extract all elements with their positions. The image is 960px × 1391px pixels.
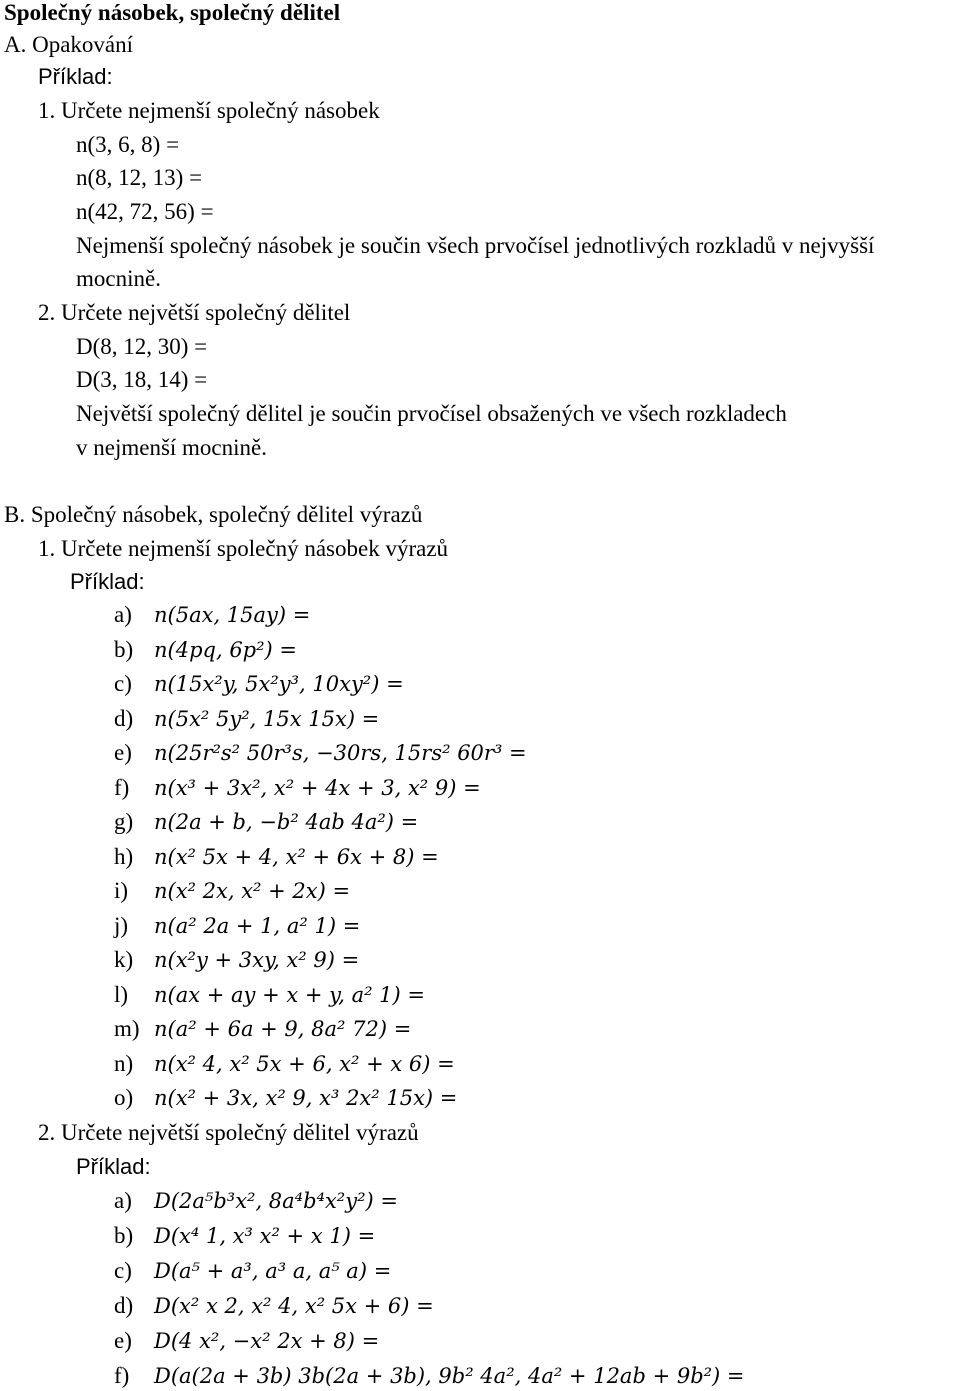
section-b-task1-item-label: h) xyxy=(114,843,134,869)
section-b-task1-item xyxy=(114,842,439,872)
section-b-task1-item xyxy=(114,980,425,1010)
section-b-task2-item xyxy=(114,1256,391,1286)
section-a-task1-item: n(42, 72, 56) = xyxy=(76,199,214,224)
section-b-task2-item-label: e) xyxy=(114,1328,132,1353)
section-b-task2-item-expression: D(x² x 2, x² 4, x² 5x + 6) = xyxy=(154,1294,434,1318)
section-b-task1-item-expression: n(ax + ay + x + y, a² 1) = xyxy=(154,982,426,1007)
section-b-task1-item-expression: n(5ax, 15ay) = xyxy=(154,603,311,627)
section-b-task1-item xyxy=(114,773,481,803)
section-a-heading: A. Opakování xyxy=(4,32,134,57)
section-b-task1-item xyxy=(114,600,310,630)
section-b-task1-item xyxy=(114,669,404,699)
section-b-task1-item xyxy=(114,635,297,665)
section-a-task1-note: Nejmenší společný násobek je součin všech prvočísel jednotlivých rozkladů v nejvyšší xyxy=(76,233,875,258)
section-b-task1-item xyxy=(114,911,360,941)
section-b-task1-example-label: Příklad: xyxy=(70,569,145,594)
section-b-task1-item-label: c) xyxy=(114,671,132,696)
section-b-task2-example-label: Příklad: xyxy=(76,1154,151,1179)
section-b-task2-item xyxy=(114,1221,375,1251)
section-b-task1-item-label: d) xyxy=(114,705,134,731)
section-b-task2-item-expression: D(a⁵ + a³, a³ a, a⁵ a) = xyxy=(154,1259,392,1283)
section-b-task1-heading: 1. Určete nejmenší společný násobek výrazů xyxy=(38,536,449,561)
section-b-task2-item-label: c) xyxy=(114,1258,132,1283)
section-b-task2-item-label: b) xyxy=(114,1223,134,1248)
section-a-task2-note: v nejmenší mocnině. xyxy=(76,435,267,460)
section-b-task1-item-label: l) xyxy=(114,981,129,1007)
section-b-task1-item-label: m) xyxy=(114,1016,140,1041)
section-b-task2-item-label: f) xyxy=(114,1363,130,1388)
section-b-task1-item-expression: n(x²y + 3xy, x² 9) = xyxy=(154,948,360,972)
section-b-task1-item-label: f) xyxy=(114,774,130,800)
section-b-task1-item xyxy=(114,945,359,975)
section-b-task1-item xyxy=(114,1014,411,1044)
section-b-task1-item-expression: n(4pq, 6p²) = xyxy=(154,637,298,662)
section-b-task1-item-expression: n(x² 5x + 4, x² + 6x + 8) = xyxy=(154,844,439,869)
section-b-heading: B. Společný násobek, společný dělitel výrazů xyxy=(4,502,423,527)
section-b-task1-item-expression: n(a² + 6a + 9, 8a² 72) = xyxy=(154,1017,412,1041)
section-b-task1-item xyxy=(114,876,350,906)
section-b-task1-item-expression: n(x² + 3x, x² 9, x³ 2x² 15x) = xyxy=(154,1086,458,1110)
section-b-task1-item-expression: n(a² 2a + 1, a² 1) = xyxy=(154,913,361,938)
section-b-task2-item xyxy=(114,1291,434,1321)
section-b-task1-item-label: i) xyxy=(114,878,129,903)
section-a-task2-item: D(3, 18, 14) = xyxy=(76,367,208,392)
section-b-task1-item-expression: n(25r²s² 50r³s, −30rs, 15rs² 60r³ = xyxy=(154,741,527,765)
section-a-task2-note: Největší společný dělitel je součin prvočísel obsažených ve všech rozkladech xyxy=(76,401,787,426)
section-b-task1-item-label: e) xyxy=(114,740,132,765)
section-b-task1-item-label: a) xyxy=(114,602,132,627)
section-b-task1-item xyxy=(114,1049,455,1079)
section-a-task1-item: n(8, 12, 13) = xyxy=(76,165,203,190)
section-b-task2-item xyxy=(114,1186,398,1216)
document-title: Společný násobek, společný dělitel xyxy=(4,0,341,25)
section-b-task1-item-expression: n(x² 4, x² 5x + 6, x² + x 6) = xyxy=(154,1051,455,1076)
section-a-task1-item: n(3, 6, 8) = xyxy=(76,132,180,157)
section-b-task1-item-label: b) xyxy=(114,636,134,662)
section-b-task1-item-label: j) xyxy=(114,912,129,938)
section-b-task1-item-expression: n(5x² 5y², 15x 15x) = xyxy=(154,706,380,731)
section-b-task1-item-expression: n(2a + b, −b² 4ab 4a²) = xyxy=(154,810,419,834)
section-b-task2-item-label: a) xyxy=(114,1188,132,1213)
section-a-task1-heading: 1. Určete nejmenší společný násobek xyxy=(38,98,380,123)
section-b-task1-item-label: n) xyxy=(114,1050,134,1076)
section-a-task1-note: mocnině. xyxy=(76,266,161,291)
section-b-task1-item-label: o) xyxy=(114,1085,134,1110)
section-b-task1-item-expression: n(x² 2x, x² + 2x) = xyxy=(154,879,351,903)
section-b-task2-heading: 2. Určete největší společný dělitel výrazů xyxy=(38,1120,419,1145)
section-b-task1-item xyxy=(114,704,379,734)
section-a-example-label: Příklad: xyxy=(38,64,113,89)
section-b-task1-item xyxy=(114,807,418,837)
section-b-task2-item-label: d) xyxy=(114,1293,134,1318)
section-b-task1-item xyxy=(114,738,527,768)
section-b-task2-item xyxy=(114,1326,379,1356)
section-b-task2-item-expression: D(4 x², −x² 2x + 8) = xyxy=(154,1329,380,1353)
section-b-task1-item-expression: n(x³ + 3x², x² + 4x + 3, x² 9) = xyxy=(154,775,481,800)
section-b-task2-item-expression: D(x⁴ 1, x³ x² + x 1) = xyxy=(154,1224,376,1248)
section-b-task1-item-label: g) xyxy=(114,809,134,834)
section-a-task2-item: D(8, 12, 30) = xyxy=(76,334,208,359)
section-b-task2-item-expression: D(a(2a + 3b) 3b(2a + 3b), 9b² 4a², 4a² + 12ab + 9b²) = xyxy=(154,1364,745,1388)
section-b-task1-item-expression: n(15x²y, 5x²y³, 10xy²) = xyxy=(154,672,404,696)
section-b-task2-item xyxy=(114,1361,745,1391)
section-b-task1-item-label: k) xyxy=(114,947,134,972)
section-a-task2-heading: 2. Určete největší společný dělitel xyxy=(38,300,351,325)
section-b-task1-item xyxy=(114,1083,457,1113)
section-b-task2-item-expression: D(2a⁵b³x², 8a⁴b⁴x²y²) = xyxy=(154,1189,398,1213)
